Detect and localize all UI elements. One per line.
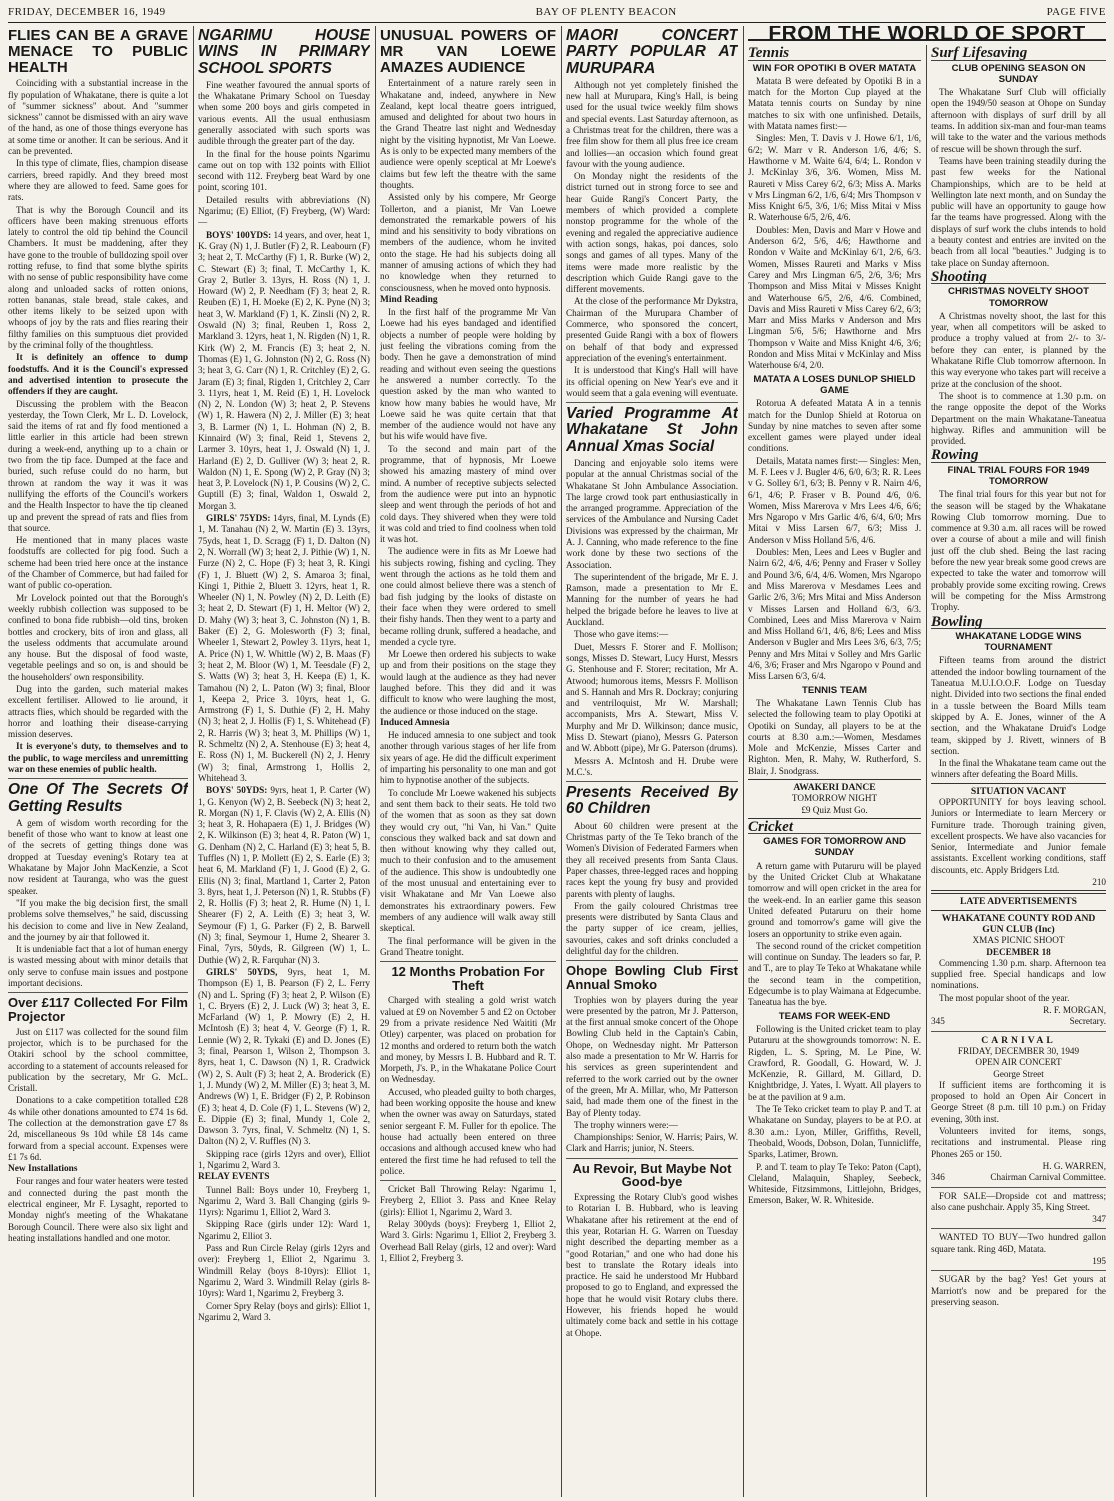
ad-text: FOR SALE—Dropside cot and mattress; also cane pushchair. Apply 35, King Street. xyxy=(931,1190,1106,1212)
event-label: GIRLS' 75YDS: xyxy=(206,513,271,524)
ad-line: XMAS PICNIC SHOOT xyxy=(972,935,1065,946)
divider xyxy=(931,1031,1106,1032)
divider xyxy=(8,992,188,993)
ad-text: Commencing 1.30 p.m. sharp. Afternoon tea supplied free. Special handicaps and low nominations. xyxy=(931,957,1106,991)
columns xyxy=(8,26,1106,1497)
paragraph: He mentioned that in many places waste foodstuffs are collected for pig food. Such a scheme had been tried here once at the instance of the Chamber of Commerce, but had failed for want of public co-operation. xyxy=(8,535,188,591)
paragraph: Teams have been training steadily during the past few weeks for the National Championships, which are to be held at Wellington late next month, and on Sunday the public will have an opportunity to gauge how far the teams have progressed. Along with the displays of surf work the clubs intends to hold a beauty contest and entries are invited on the beach from all local "beauties." Judging is to take place on Sunday afternoon. xyxy=(931,155,1106,268)
paragraph: Dancing and enjoyable solo items were popular at the annual Christmas social of the Whakatane St John Ambulance Association. The large crowd took part enthusiastically in the arranged programme. Appreciation of the services of the Ambulance and Nursing Cadet Divisions was expressed by the chairman, Mr A. J. Canning, who made reference to the fine work done by these two sections of the Association. xyxy=(566,457,738,570)
paragraph: Matata B were defeated by Opotiki B in a match for the Morton Cup played at the Matata tennis courts on Sunday by nine matches to six with one unfinished. Details, with Matata names first:— xyxy=(748,75,921,132)
paragraph: Fine weather favoured the annual sports of the Whakatane Primary School on Tuesday when some 200 boys and girls competed in various events. All the usual enthusiasm generally associated with such sports was audible through the greater part of the day. xyxy=(198,79,370,147)
paragraph: From the gaily coloured Christmas tree presents were distributed by Santa Claus and the party supper of ice cream, jellies, savouries, cakes and soft drinks concluded a delightful day for the children. xyxy=(566,900,738,957)
paragraph: Skipping Race (girls under 12): Ward 1, Ngarimu 2, Elliot 3. xyxy=(198,1219,370,1241)
paragraph: The audience were in fits as Mr Loewe had his subjects rowing, fishing and cycling. They went through the actions as he told them and one could almost believe there was a stench of bad fish judging by the looks of distaste on their face when they were ordered to smell their fishy hands. Then they went to a party and became rolling drunk, suffered a headache, and mended a cycle tyre. xyxy=(380,546,556,647)
results: 9yrs, heat 1, M. Thompson (E) 1, B. Pearson (F) 2, L. Ferry (N) and L. Spring (F) 3; heat 2, P. Wilson (E) 1, C. Bryers (E) 2, J. Luck (W) 3; heat 3, E. McFarland (W) 1, P. Mowry (E) 2, H. McIntosh (E) 3; heat 4, V. George (F) 1, R. Lennie (W) 2, R. Tykaki (E) and D. Jones (E) 3; final, Pearson 1, Wilson 2, Thompson 3. 8yrs, heat 1, C. Dawson (N) 1, R. Cradwick (W) 2, S. Ault (F) 3; heat 2, A. Broderick (E) 1, J. Mundy (W) 2, M. Miller (E) 3; heat 3, M. Andrews (W) 1, E. Bridger (F) 2, P. Robinson (E) 3; heat 4, D. Cole (F) 1, L. Stevens (W) 2, E. Dippie (E) 3; final, Mundy 1, Cole 2, Dawson 3. 7yrs, final, V. Schmeltz (N) 1, S. Dalton (N) 2, V. Ruffles (N) 3. xyxy=(198,966,370,1147)
section-tennis: Tennis xyxy=(748,48,921,60)
paragraph: Tunnel Ball: Boys under 10, Freyberg 1, Ngarimu 2, Ward 3. Ball Changing (girls 9-11yrs): Ngarimu 1, Elliot 2, Ward 3. xyxy=(198,1184,370,1218)
subhead: WHAKATANE LODGE WINS TOURNAMENT xyxy=(955,630,1082,654)
ad-title: Secretary. xyxy=(1069,1016,1106,1027)
ad-text: OPPORTUNITY for boys leaving school. Juniors or Intermediate to learn Mercery or Furniture trade. Thorough training given, excellent prospects. We have also vacancies for Senior, Intermediate and Junior female assistants. Excellent working conditions, staff discounts, etc. Apply Bridgers Ltd. xyxy=(931,797,1106,875)
column-rule xyxy=(561,26,562,1497)
divider xyxy=(380,961,556,962)
headline-ngarimu: NGARIMU HOUSE WINS IN PRIMARY SCHOOL SPORTS xyxy=(198,27,370,77)
paragraph: Dug into the garden, such material makes excellent fertiliser. Allowed to lie around, it attracts flies, which should be regarded with the horror and loathing their disease-carrying mission deserves. xyxy=(8,683,188,740)
paragraph: About 60 children were present at the Christmas party of the Te Teko branch of the Women's Division of Federated Farmers when they all received presents from Santa Claus. Paper chasses, three-legged races and hopping races kept the young fry busy and provided parents with plenty of laughs. xyxy=(566,820,738,899)
headline-projector: Over £117 Collected For Film Projector xyxy=(8,995,188,1024)
subhead: TENNIS TEAM xyxy=(801,684,868,696)
headline-ohope-bowling: Ohope Bowling Club First Annual Smoko xyxy=(566,963,738,992)
sport-section xyxy=(748,26,1106,1497)
column-3 xyxy=(380,26,556,1497)
paragraph: Mr Lovelock pointed out that the Borough's weekly rubbish collection was supposed to be confined to bona fide rubbish—old tins, broken bottles and crockery, bits of iron and glass, all the useless oddments that accumulate around any house. But the disposal of food waste, vegetable peelings and so on, is and should be the householders' own responsibility. xyxy=(8,592,188,682)
paragraph: Entertainment of a nature rarely seen in Whakatane and, indeed, anywhere in New Zealand, kept local theatre goers intrigued, amused and delighted for about two hours in the Grand Theatre last night and Wednesday night by the visiting hypnotist, Mr Van Loewe. As is only to be expected many members of the audience were openly sceptical at Mr Loewe's claims but few left the theatre with the same thoughts. xyxy=(380,78,556,190)
subhead: CHRISTMAS NOVELTY SHOOT TOMORROW xyxy=(948,286,1089,309)
divider xyxy=(8,778,188,779)
column-rule xyxy=(193,26,194,1497)
paragraph: Accused, who pleaded guilty to both charges, had been working opposite the house and knew when the owner was away on Saturdays, stated senior sergeant F. M. Fuller for th epolice. The house had actually been entered on three occasions and although accused knew who had entered the first time he had refused to tell the police. xyxy=(380,1086,556,1176)
section-rowing: Rowing xyxy=(931,450,1106,462)
column-rule xyxy=(926,45,927,1497)
paragraph: Discussing the problem with the Beacon yesterday, the Town Clerk, Mr L. D. Lovelock, said the items of rat and fly food mentioned a little earlier in this article had been strewn during a week-end, anything up to a chain or two from the tip face. Dumped at the face and buried, such refuse could do no harm, but thrown at random the way it was it was nullifying the efforts of the Council's workers and the Health Inspector to have the tip cleaned up and prevent the spread of rats and flies from that source. xyxy=(8,398,188,533)
column-1 xyxy=(8,26,188,1497)
paragraph-bold: It is everyone's duty, to themselves and to the public, to wage merciless and unremitting war on these enemies of public health. xyxy=(8,741,188,775)
paragraph: On Monday night the residents of the district turned out in strong force to see and hear Guide Rangi's Concert Party, the members of which provided a complete nonstop programme for the whole of the evening and regaled the appreciative audience with action songs, hakas, poi dances, solo songs and games of all types. Many of the items were made more realistic by the description which Guide Rangi gave to the different movements. xyxy=(566,171,738,295)
paragraph: Expressing the Rotary Club's good wishes to Rotarian I. B. Hubbard, who is leaving Whakatane after his retirement at the end of this year, Rotarian H. G. Warren on Tuesday night described the departing member as a "good Rotarian," and one who had done his best to translate the Rotary ideals into practice. He said he understood Mr Hubbard proposed to go to England, and expressed the hope that he would visit Rotary clubs there. However, his friends hoped he would ultimately come back and settle in his cottage at Ohope. xyxy=(566,1192,738,1338)
section-cricket: Cricket xyxy=(748,822,921,834)
section-shooting: Shooting xyxy=(931,272,1106,284)
ad-text: The most popular shoot of the year. xyxy=(939,992,1070,1003)
paragraph: It is understood that King's Hall will have its official opening on New Year's eve and it would seem that a gala evening will eventuate. xyxy=(566,365,738,398)
section-bowling: Bowling xyxy=(931,617,1106,629)
divider xyxy=(566,960,738,961)
paragraph: Corner Spry Relay (boys and girls): Elliot 1, Ngarimu 2, Ward 3. xyxy=(198,1300,370,1322)
paragraph: The superintendent of the brigade, Mr E. J. Ramson, made a presentation to Mr E. Manning for the number of years he had helped the brigade before he leaves to live at Auckland. xyxy=(566,571,738,628)
paragraph: In this type of climate, flies, champion disease carriers, breed rapidly. And they breed most where they are allowed to feed. Same goes for rats. xyxy=(8,158,188,203)
paragraph: Doubles: Men, Davis and Marr v Howe and Anderson 6/2, 5/6, 4/6; Hawthorne and Rondon v Waite and McKinlay 6/1, 2/6, 6/3. Women, Misses Raureti and Marks v Miss Carey and Mrs Lingman 6/5, 2/6, 3/6; Mrs Thompson and Miss Mitai v Misses Knight and Waterhouse 6/5, 2/6, 4/6. Combined, Davis and Miss Raureti v Miss Carey 6/2, 6/3; Marr and Miss Marks v Anderson and Mrs Lingman 5/6, 5/6; Hawthorne and Mrs Thompson v Waite and Miss Knight 4/6, 3/6; Rondon and Miss Mitai v McKinlay and Miss Waterhouse 6/4, 2/0. xyxy=(748,224,921,371)
ad-heading: CARNIVAL xyxy=(981,1034,1056,1046)
paragraph: To the second and main part of the programme, that of hypnosis, Mr Loewe showed his amazing mastery of mind over mind. A number of receptive subjects selected from the audience were put into an hypnotic sleep and went through the periods of hot and cold days. They shivered when they were told it was cold and tried to find coolness when told it was hot. xyxy=(380,443,556,545)
ad-line: OPEN AIR CONCERT xyxy=(975,1057,1062,1068)
divider xyxy=(931,1187,1106,1188)
paragraph: Fifteen teams from around the district attended the indoor bowling tournament of the Taneatua M.U.I.O.O.F. Lodge on Tuesday night. Divided into two sections the final ended in a tussle between the Board Mills team skipped by A. E. Jones, winner of the A section, and the Whakatane Druid's Lodge team, skipped by J. Rivett, winners of B section. xyxy=(931,655,1106,756)
paragraph: To conclude Mr Loewe wakened his subjects and sent them back to their seats. He told two of the women that as soon as they sat down they would cry out, "hi Van, hi Van." Quite conscious they walked back and sat down and then without knowing why they called out, much to their confusion and to the amusement of the audience. This show is undoubtedly one of the most unusual and entertaining ever to visit Whakatane and Mr Van Loewe also demonstrates his extraordinary powers. Few members of any audience will walk away still skeptical. xyxy=(380,787,556,934)
paragraph: Four ranges and four water heaters were tested and connected during the past month the electrical engineer, Mr F. Lysaght, reported to Monday night's meeting of the Whakatane Borough Council. There were also six light and heating installations handled and one motor. xyxy=(8,1176,188,1243)
ad-heading: LATE ADVERTISEMENTS xyxy=(959,896,1078,908)
column-2 xyxy=(198,26,370,1497)
column-4 xyxy=(566,26,738,1497)
paragraph: Doubles: Men, Lees and Lees v Bugler and Nairn 6/2, 4/6, 4/6; Penny and Fraser v Solley and Pound 3/6, 6/4, 4/6. Women, Mrs Ngaropo and Miss Marerova v Mesdames Lees and Garlic 2/6, 3/6; Mrs Mitai and Miss Anderson v Misses Larsen and Holland 6/3, 6/3. Combined, Lees and Miss Marerova v Nairn and Miss Holland 6/1, 4/6, 8/6; Lees and Miss Anderson v Bugler and Mrs Lees 3/6, 6/3, 7/5; Penny and Mrs Mitai v Solley and Mrs Garlic 4/6, 3/6; Fraser and Mrs Ngaropo v Pound and Miss Larsen 6/3, 6/4. xyxy=(748,547,921,682)
ad-number: 210 xyxy=(1092,877,1106,888)
headline-van-loewe: UNUSUAL POWERS OF MR VAN LOEWE AMAZES AUDIENCE xyxy=(380,27,556,76)
subhead: New Installations xyxy=(8,1164,78,1175)
ad-number: 346 xyxy=(931,1172,945,1183)
ad-heading: WHAKATANE COUNTY ROD AND GUN CLUB (Inc) xyxy=(941,912,1096,935)
column-rule xyxy=(743,26,744,1497)
subhead: Mind Reading xyxy=(380,294,438,305)
late-ads xyxy=(931,893,1106,910)
subhead: Induced Amnesia xyxy=(380,717,450,728)
paragraph: At the close of the performance Mr Dykstra, Chairman of the Murupara Chamber of Commerce, who sponsored the concert, presented Guide Rangi with a box of flowers on behalf of that body and expressed appreciation of the evening's entertainment. xyxy=(566,296,738,363)
ad-text: WANTED TO BUY—Two hundred gallon square tank. Ring 46D, Matata. xyxy=(931,1232,1106,1254)
paragraph: Trophies won by players during the year were presented by the patron, Mr J. Patterson, at the first annual smoke concert of the Ohope Bowling Club held in the Captain's Cabin, Ohope, on Wednesday night. Mr Patterson also made a presentation to Mr W. Harris for his services as green superintendent and referred to the work carried out by the owner of the green, Mr A. Millar, who, Mr Patterson said, had made them one of the finest in the Bay of Plenty today. xyxy=(566,994,738,1118)
subhead: CLUB OPENING SEASON ON SUNDAY xyxy=(951,62,1086,85)
ad-signature: H. G. WARREN, xyxy=(1042,1160,1106,1171)
paragraph: Assisted only by his compere, Mr George Tollerton, and a pianist, Mr Van Loewe demonstrated the remarkable powers of his mind and his sensitivity to body vibrations on members of the audience, whom he invited onto the stage. He had his subjects doing all manner of amusing actions of which they had no knowledge when they returned to consciousness, when he moved onto hypnosis. xyxy=(380,192,556,293)
paragraph: "If you make the big decision first, the small problems solve themselves," he said, discussing his decision to come and live in New Zealand, and the journey by air that followed it. xyxy=(8,897,188,942)
ad-line: FRIDAY, DECEMBER 30, 1949 xyxy=(957,1045,1080,1056)
ad-line: DECEMBER 18 xyxy=(986,946,1051,957)
paragraph: Details, Matata names first:— Singles: Men, M. F. Lees v J. Bugler 4/6, 6/0, 6/3; R. R. Lees v G. Solley 6/1, 6/3; B. Penny v R. Nairn 4/6, 6/1, 4/6; P. Fraser v B. Pound 4/6, 0/6. Women, Miss Marerova v Mrs Lees 4/6, 6/6; Mrs Ngaropo v Mrs Garlic 4/6, 6/4, 6/0; Mrs Mitai v Miss Larsen 6/7, 6/3; Miss J. Anderson v Miss Holland 5/6, 4/6. xyxy=(748,455,921,545)
paragraph: Relay 300yds (boys): Freyberg 1, Elliot 2, Ward 3. Girls: Ngarimu 1, Elliot 2, Freyberg 3. Overhead Ball Relay (girls, 12 and over): Ward 1, Elliot 2, Freyberg 3. xyxy=(380,1219,556,1263)
column-rule xyxy=(375,26,376,1497)
masthead xyxy=(8,2,1106,23)
paragraph: Pass and Run Circle Relay (girls 12yrs and over): Freyberg 1, Elliot 2, Ngarimu 3. Windmill Relay (boys 8-10yrs): Elliot 1, Ngarimu 2, Ward 3. Windmill Relay (girls 8-10yrs): Ward 1, Ngarimu 2, Freyberg 3. xyxy=(198,1243,370,1299)
subhead: RELAY EVENTS xyxy=(198,1172,270,1183)
section-surf-lifesaving: Surf Lifesaving xyxy=(931,48,1106,60)
subhead: GAMES FOR TOMORROW AND SUNDAY xyxy=(763,836,906,859)
paragraph: The second round of the cricket competition will continue on Sunday. The leaders so far, P. and T., are to play Te Teko at Whakatane while the second team in the competition, Edgecumbe is to play Waimana at Edgecumbe. Taneatua has the bye. xyxy=(748,940,921,1008)
headline-au-revoir: Au Revoir, But Maybe Not Good-bye xyxy=(572,1160,732,1190)
paragraph: Detailed results with abbreviations (N) Ngarimu; (E) Elliot, (F) Freyberg, (W) Ward:— xyxy=(198,194,370,228)
paragraph: Just on £117 was collected for the sound film projector, which is to be purchased for the Otakiri school by the school committee, according to a statement of accounts released for publication by the secretary, Mr G. McL. Cristall. xyxy=(8,1026,188,1094)
results: 14 years, and over, heat 1, K. Gray (N) 1, J. Butler (F) 2, R. Leabourn (F) 3; heat 2, T. McCarthy (F) 1, R. Burke (W) 2, C. Stewart (E) 3; final, T. McCarthy 1, K. Gray 2, Butler 3. 13yrs, H. Ross (N) 1, J. Howard (W) 2, P. Needham (F) 3; heat 2, R. Reuben (E) 1, H. Moeke (E) 2, K. Pyne (N) 3; heat 3, W. Markland (F) 1, K. Zinsli (N) 2, R. Oswald (N) 3; final, Reuben 1, Ross 2, Markland 3. 12yrs, heat 1, N. Rigden (N) 1, R. Kirk (W) 2, M. Francis (E) 3; heat 2, N. Thomas (E) 1, G. Johnston (N) 2, G. Ross (N) 3; heat 3, G. Carr (N) 1, R. Critchley (E) 2, G. Jaram (E) 3; final, Rigden 1, Critchley 2, Carr 3. 11yrs, heat 1, M. Reid (E) 1, H. Lovelock (N) 2, N. London (W) 3; heat 2, P. Stevens (W) 1, R. Hawera (N) 2, J. Miller (E) 3; heat 3, B. Larmer (N) 1, L. Hohman (N) 2, B. Kinnaird (W) 3; final, Reid 1, Stevens 2, Larmer 3. 10yrs, heat 1, J. Oswald (N) 1, J. Harland (E) 2, D. Gulliver (W) 3; heat 2, R. Waldon (N) 1, E. Spong (W) 2, P. Gray (N) 3; heat 3, P. Lovelock (N) 1, P. Cousins (W) 2, C. Guptill (E) 3; final, Waldon 1, Oswald 2, Morgan 3. xyxy=(198,229,370,511)
sport-section-title: FROM THE WORLD OF SPORT xyxy=(748,28,1106,41)
paragraph: In the final for the house points Ngarimu came out on top with 132 points with Elliot second with 112. Freyberg beat Ward by one point, scoring 101. xyxy=(198,148,370,193)
paragraph: He induced amnesia to one subject and took another through various stages of her life from six years of age. He did the difficult experiment of imparting his personality to one man and got him to hypnotise another of the subjects. xyxy=(380,730,556,786)
paragraph: In the first half of the programme Mr Van Loewe had his eyes bandaged and identified objects a number of people were holding by just feeling the vibrations coming from the body. Then he gave a demonstration of mind reading and without even seeing the questions he answered a number correctly. To the question asked by the man who wanted to know how many babies he would have, Mr Loewe said he was quite certain that that member of the audience would not have any but his wife would have five. xyxy=(380,307,556,442)
sport-column-left xyxy=(748,45,921,1497)
ad-heading: SITUATION VACANT xyxy=(970,785,1067,797)
ad-text: Volunteers invited for items, songs, recitations and instrumental. Please ring Phones 265 or 150. xyxy=(931,1126,1106,1159)
ad-text: If sufficient items are forthcoming it is proposed to hold an Open Air Concert in George Street (8 p.m. till 10 p.m.) on Friday evening, 30th inst. xyxy=(931,1079,1106,1124)
subhead: WIN FOR OPOTIKI B OVER MATATA xyxy=(752,62,917,74)
paragraph: Coinciding with a substantial increase in the fly population of Whakatane, there is quite a lot of "summer sickness" about. And "summer sickness" cannot be dismissed with an airy wave of the hand, as one of those things everyone has at some time or another. It can be serious. And it can be prevented. xyxy=(8,78,188,157)
headline-probation: 12 Months Probation For Theft xyxy=(391,964,545,993)
ad-heading: AWAKERI DANCE xyxy=(793,782,876,793)
divider xyxy=(931,1228,1106,1229)
paragraph: Rotorua A defeated Matata A in a tennis match for the Dunlop Shield at Rotorua on Sunday by nine matches to seven after some excellent games were played under ideal conditions. xyxy=(748,398,921,454)
paragraph: It is undeniable fact that a lot of human energy is wasted messing about with minor details that only serve to confuse main issues and postpone important decisions. xyxy=(8,944,188,989)
headline-maori-concert: MAORI CONCERT PARTY POPULAR AT MURUPARA xyxy=(566,27,738,77)
paragraph-bold: It is definitely an offence to dump foodstuffs. And it is the Council's expressed and advertised intention to prosecute the offenders if they are caught. xyxy=(8,352,188,397)
sport-column-right xyxy=(931,45,1106,1497)
issue-date: FRIDAY, DECEMBER 16, 1949 xyxy=(8,6,166,18)
ad-number: 347 xyxy=(1092,1214,1106,1225)
paragraph: Donations to a cake competition totalled £28 4s while other donations amounted to £74 1s 6d. The collection at the demonstration gave £7 8s 2d, miscellaneous 9s 10d while £8 14s came forward from a special account. Expenses were £1 7s 6d. xyxy=(8,1095,188,1162)
event-label: GIRLS' 50YDS, xyxy=(206,966,278,977)
divider xyxy=(931,1270,1106,1271)
ad-signature: R. F. MORGAN, xyxy=(1043,1005,1106,1016)
page-number: PAGE FIVE xyxy=(1046,6,1106,18)
paragraph: Although not yet completely finished the new hall at Murupara, King's Hall, is being used for the usual twice weekly film shows and special events. Last Saturday afternoon, as a Christmas treat for the children, there was a free film show for them all plus free ice cream and lollies—an occasion which found great favour with the young audience. xyxy=(566,79,738,169)
headline-secrets: One Of The Secrets Of Getting Results xyxy=(8,781,188,815)
paragraph: The Whakatane Surf Club will officially open the 1949/50 season at Ohope on Sunday afternoon with displays of surf drill by all teams. In addition six-man and four-man teams will take to the water and the various methods of rescue will be shown through the surf. xyxy=(931,87,1106,154)
divider xyxy=(566,402,738,403)
paragraph: The shoot is to commence at 1.30 p.m. on the range opposite the depot of the Works Department on the main Whakatane-Taneatua highway. Rifles and ammunition will be provided. xyxy=(931,390,1106,447)
headline-st-john: Varied Programme At Whakatane St John Annual Xmas Social xyxy=(566,405,738,455)
paragraph: The Te Teko cricket team to play P. and T. at Whakatane on Sunday, players to be at P.O. at 8.30 a.m.: Lyon, Miller, Griffiths, Revell, Theobald, Woods, Dobson, Dolan, Tunnicliffe, Sparks, Latimer, Brown. xyxy=(748,1104,921,1160)
ad-line: George Street xyxy=(993,1068,1044,1079)
paragraph: Cricket Ball Throwing Relay: Ngarimu 1, Freyberg 2, Elliot 3. Pass and Knee Relay (girls): Elliot 1, Ngarimu 2, Ward 3. xyxy=(380,1184,556,1217)
paper-name: BAY OF PLENTY BEACON xyxy=(535,6,677,18)
ad-line: TOMORROW NIGHT xyxy=(791,793,878,804)
paragraph: That is why the Borough Council and its officers have been making strenuous efforts lately to control the old tip behind the Council Chambers. It must be maddening, after they have gone to the trouble of bulldozing spoil over rotting refuse, to find that some blythe spirits with no sense of public responsibility have come along and unloaded sacks of rotten onions, rotten bananas, stale bread, stale cakes, and other items likely to be seized upon with whoops of joy by the rats and flies rearing their filthy families on this sumptuous diet provided by the criminal folly of the thoughtless. xyxy=(8,204,188,351)
divider xyxy=(566,1158,738,1159)
divider xyxy=(380,1180,556,1181)
paragraph: The trophy winners were:— xyxy=(574,1119,678,1130)
headline-flies: FLIES CAN BE A GRAVE MENACE TO PUBLIC HEALTH xyxy=(8,27,188,76)
subhead: TEAMS FOR WEEK-END xyxy=(778,1010,891,1022)
paragraph: The final trial fours for this year but not for the season will be staged by the Whakatane Rowing Club tomorrow morning. Due to commence at 9.30 a.m. all races will be rowed over a course of about a mile and will finish just off the club shed. Being the last racing before the new year break some good crews are expected to take the water and tomorrow will probably provide some exciting rowing. Crews will be competing for the Miss Armstrong Trophy. xyxy=(931,489,1106,613)
paragraph: Skipping race (girls 12yrs and over), Elliot 1, Ngarimu 2, Ward 3. xyxy=(198,1148,370,1170)
divider xyxy=(566,781,738,782)
ad-situation-vacant xyxy=(931,783,1106,892)
paragraph: Messrs A. McIntosh and H. Drube were M.C.'s. xyxy=(566,755,738,777)
ad-awakeri-dance xyxy=(748,779,921,819)
paragraph: A Christmas novelty shoot, the last for this year, when all competitors will be asked to produce a trophy valued at from 2/- to 3/- before they can enter, is planned by the Whakatane Rifle Club tomorrow afternoon. In this way everyone who takes part will receive a prize at the conclusion of the shoot. xyxy=(931,310,1106,389)
ad-footer xyxy=(931,1016,1106,1027)
ad-number: 345 xyxy=(931,1016,945,1027)
headline-presents: Presents Received By 60 Children xyxy=(566,784,738,818)
paragraph: A gem of wisdom worth recording for the benefit of those who want to know at least one of the secrets of getting things done was dropped at Tuesday evening's Rotary tea at Whakatane by Major John MacKenzie, a Scot now resident at Tauranga, who was the guest speaker. xyxy=(8,817,188,896)
paragraph: Mr Loewe then ordered his subjects to wake up and from their positions on the stage they would laugh at the audience as they had never laughed before. This they did and it was difficult to know who were laughing the most, the audience or those induced on the stage. xyxy=(380,649,556,716)
subhead: FINAL TRIAL FOURS FOR 1949 TOMORROW xyxy=(947,464,1090,487)
event-label: BOYS' 100YDS: xyxy=(206,229,272,240)
paragraph: The Whakatane Lawn Tennis Club has selected the following team to play Opotiki at Opotiki on Sunday, all players to be at the courts at 8.30 a.m.:—Women, Mesdames Mole and McKenzie, Misses Carter and Righton. Men, R. Mahy, W. Rutherford, S. Blair, J. Snodgrass. xyxy=(748,697,921,776)
paragraph: The final performance will be given in the Grand Theatre tonight. xyxy=(380,935,556,957)
ad-text: SUGAR by the bag? Yes! Get yours at Marriott's now and be prepared for the preserving season. xyxy=(931,1274,1106,1307)
paragraph: A return game with Putaruru will be played by the United Cricket Club at Whakatane tomorrow and will open cricket in the area for the week-end. In an earlier game this season United defeated Putaruru on their home ground and tomorrow's game will give the losers an opportunity to strike even again. xyxy=(748,860,921,939)
paragraph: Singles: Men, T. Davis v J. Howe 6/1, 1/6, 6/2; W. Marr v R. Anderson 1/6, 4/6; S. Hawthorne v M. Waite 6/4, 6/4; L. Rondon v J. McKinlay 3/6, 3/6. Women, Miss M. Raureti v Miss Carey 6/2, 6/3; Miss A. Marks v Mrs Lingman 6/2, 1/6, 6/4; Mrs Thompson v Miss Knight 6/5, 3/6, 1/6; Miss Mitai v Miss R. Waterhouse 6/5, 2/6, 4/6. xyxy=(748,133,921,223)
paragraph: In the final the Whakatane team came out the winners after defeating the Board Mills. xyxy=(931,758,1106,780)
subhead: MATATA A LOSES DUNLOP SHIELD GAME xyxy=(753,373,916,396)
paragraph: Those who gave items:— xyxy=(574,629,669,640)
results: 9yrs, heat 1, P. Carter (W) 1, G. Kenyon (W) 2, B. Seebeck (N) 3; heat 2, R. Morgan (N) 1, F. Clavis (W) 2, A. Ellis (N) 3; heat 3, R. Hohapaera (E) 1, J. Bridges (W) 2, K. Wilkinson (E) 3; heat 4, R. Paton (W) 1, G. Denham (N) 2, C. Harland (E) 3; heat 5, B. Tuffles (N) 1, P. Mollett (E) 2, S. Earle (E) 3; heat 6, M. Markland (F) 1, J. Good (E) 2, G. Ellis (N) 3; final, Martland 1, Carter 2, Paton 3. 8yrs, heat 1, J. Peterson (N) 1, R. Stubbs (F) 2, R. Hollis (F) 3; heat 2, R. Hume (N) 1, I. Shearer (F) 2, A. Leith (E) 3; heat 3, W. Seymour (F) 1, G. Parker (F) 2, B. Barwell (N) 3; final, Seymour 1, Hume 2, Shearer 3. Final, 7yrs, 50yds, R. Gilgreen (W) 1, L. Duthie (W) 2, R. Farquhar (N) 3. xyxy=(198,785,370,965)
results: 14yrs, final, M. Lynds (E) 1, M. Tanahau (N) 2, W. Martin (E) 3. 13yrs, 75yds, heat 1, D. Scragg (F) 1, D. Dalton (N) 2, N. Worrall (W) 3; heat 2, J. Pithie (W) 1, N. Furze (N) 2, C. Hope (F) 3; heat 3, R. Kingi (F) 1, J. Bluett (W) 2, S. Amaroa 3; final, Kingi 1, Pithie 2, Bluett 3. 12yrs, heat 1, R. Wheeler (N) 1, N. Powley (N) 2, D. Leith (E) 3; heat 2, D. Stewart (F) 1, H. Meltor (W) 2, D. Mahy (W) 3; heat 3, C. Johnston (N) 1, B. Baker (E) 2, G. Molesworth (F) 3; final, Wheeler 1, Stewart 2, Powley 3. 11yrs, heat 1, A. Price (N) 1, W. Whittle (W) 2, B. Maas (F) 3; heat 2, M. Bloor (W) 1, M. Teesdale (F) 2, S. Watts (W) 3; heat 3, H. Keepa (E) 1, K. Tamahou (N) 2, L. Paton (W) 3; final, Bloor 1, Keepa 2, Price 3. 10yrs, heat 1, G. Armstrong (F) 1, S. Duthie (F) 2, H. Mahy (N) 3; heat 2, J. Hollis (F) 1, S. Whitehead (F) 2, R. Harris (W) 3; heat 3, M. Phillips (W) 1, R. Schmeltz (N) 2, A. Stenhouse (E) 3; heat 4, E. Ross (N) 1, M. Buckerell (N) 2, J. Henry (W) 3; final, Armstrong 1, Hollis 2, Whitehead 3. xyxy=(198,513,370,783)
ad-line: £9 Quiz Must Go. xyxy=(801,804,868,815)
ad-title: Chairman Carnival Committee. xyxy=(990,1172,1106,1183)
ad-footer xyxy=(931,1172,1106,1183)
paragraph: P. and T. team to play Te Teko: Paton (Capt), Cleland, Malaquin, Shapley, Seebeck, Whiteside, Fitzsimmons, Littlejohn, Bridges, Emerson, Baker, W. R. Whiteside. xyxy=(748,1161,921,1206)
ad-number: 195 xyxy=(1092,1255,1106,1266)
event-label: BOYS' 50YDS: xyxy=(206,785,268,796)
paragraph: Following is the United cricket team to play Putaruru at the showgrounds tomorrow: N. E. Rigden, L. S. Spring, M. Le Pine, W. Crawford, R. Goodall, G. Howard, W. J. McKenzie, R. Gillard, M. Gillard, D. Knightbridge, J. Yates, I. Wyatt. All players to be at the pavilion at 9 a.m. xyxy=(748,1023,921,1102)
paragraph: Charged with stealing a gold wrist watch valued at £9 on November 5 and £2 on October 29 from a private residence Ned Waititi (Mr Otley) carpenter, was placed on probation for 12 months and ordered to return both the watch and money, by Messrs I. B. Hubbard and R. T. Morpeth, J's. P., in the Whakatane Police Court on Wednesday. xyxy=(380,995,556,1085)
paragraph: Championships: Senior, W. Harris; Pairs, W. Clark and Harris; junior, N. Steers. xyxy=(566,1132,738,1154)
paragraph: Duet, Messrs F. Storer and F. Mollison; songs, Misses D. Stewart, Lucy Hurst, Messrs G. Stenhouse and F. Storer; recitation, Mr A. Atwood; humorous items, Messrs F. Mollison and S. Hannah and Mrs R. Dockray; conjuring and ventriloquist, Mr W. Marshall; accompanists, Mrs A. Stewart, Miss V. Murphy and Mr D. Wilkinson; dance music, Miss D. Stewart (piano), Messrs G. Paterson and W. Abbott (pipe), Mr G. Paterson (drums). xyxy=(566,641,738,754)
